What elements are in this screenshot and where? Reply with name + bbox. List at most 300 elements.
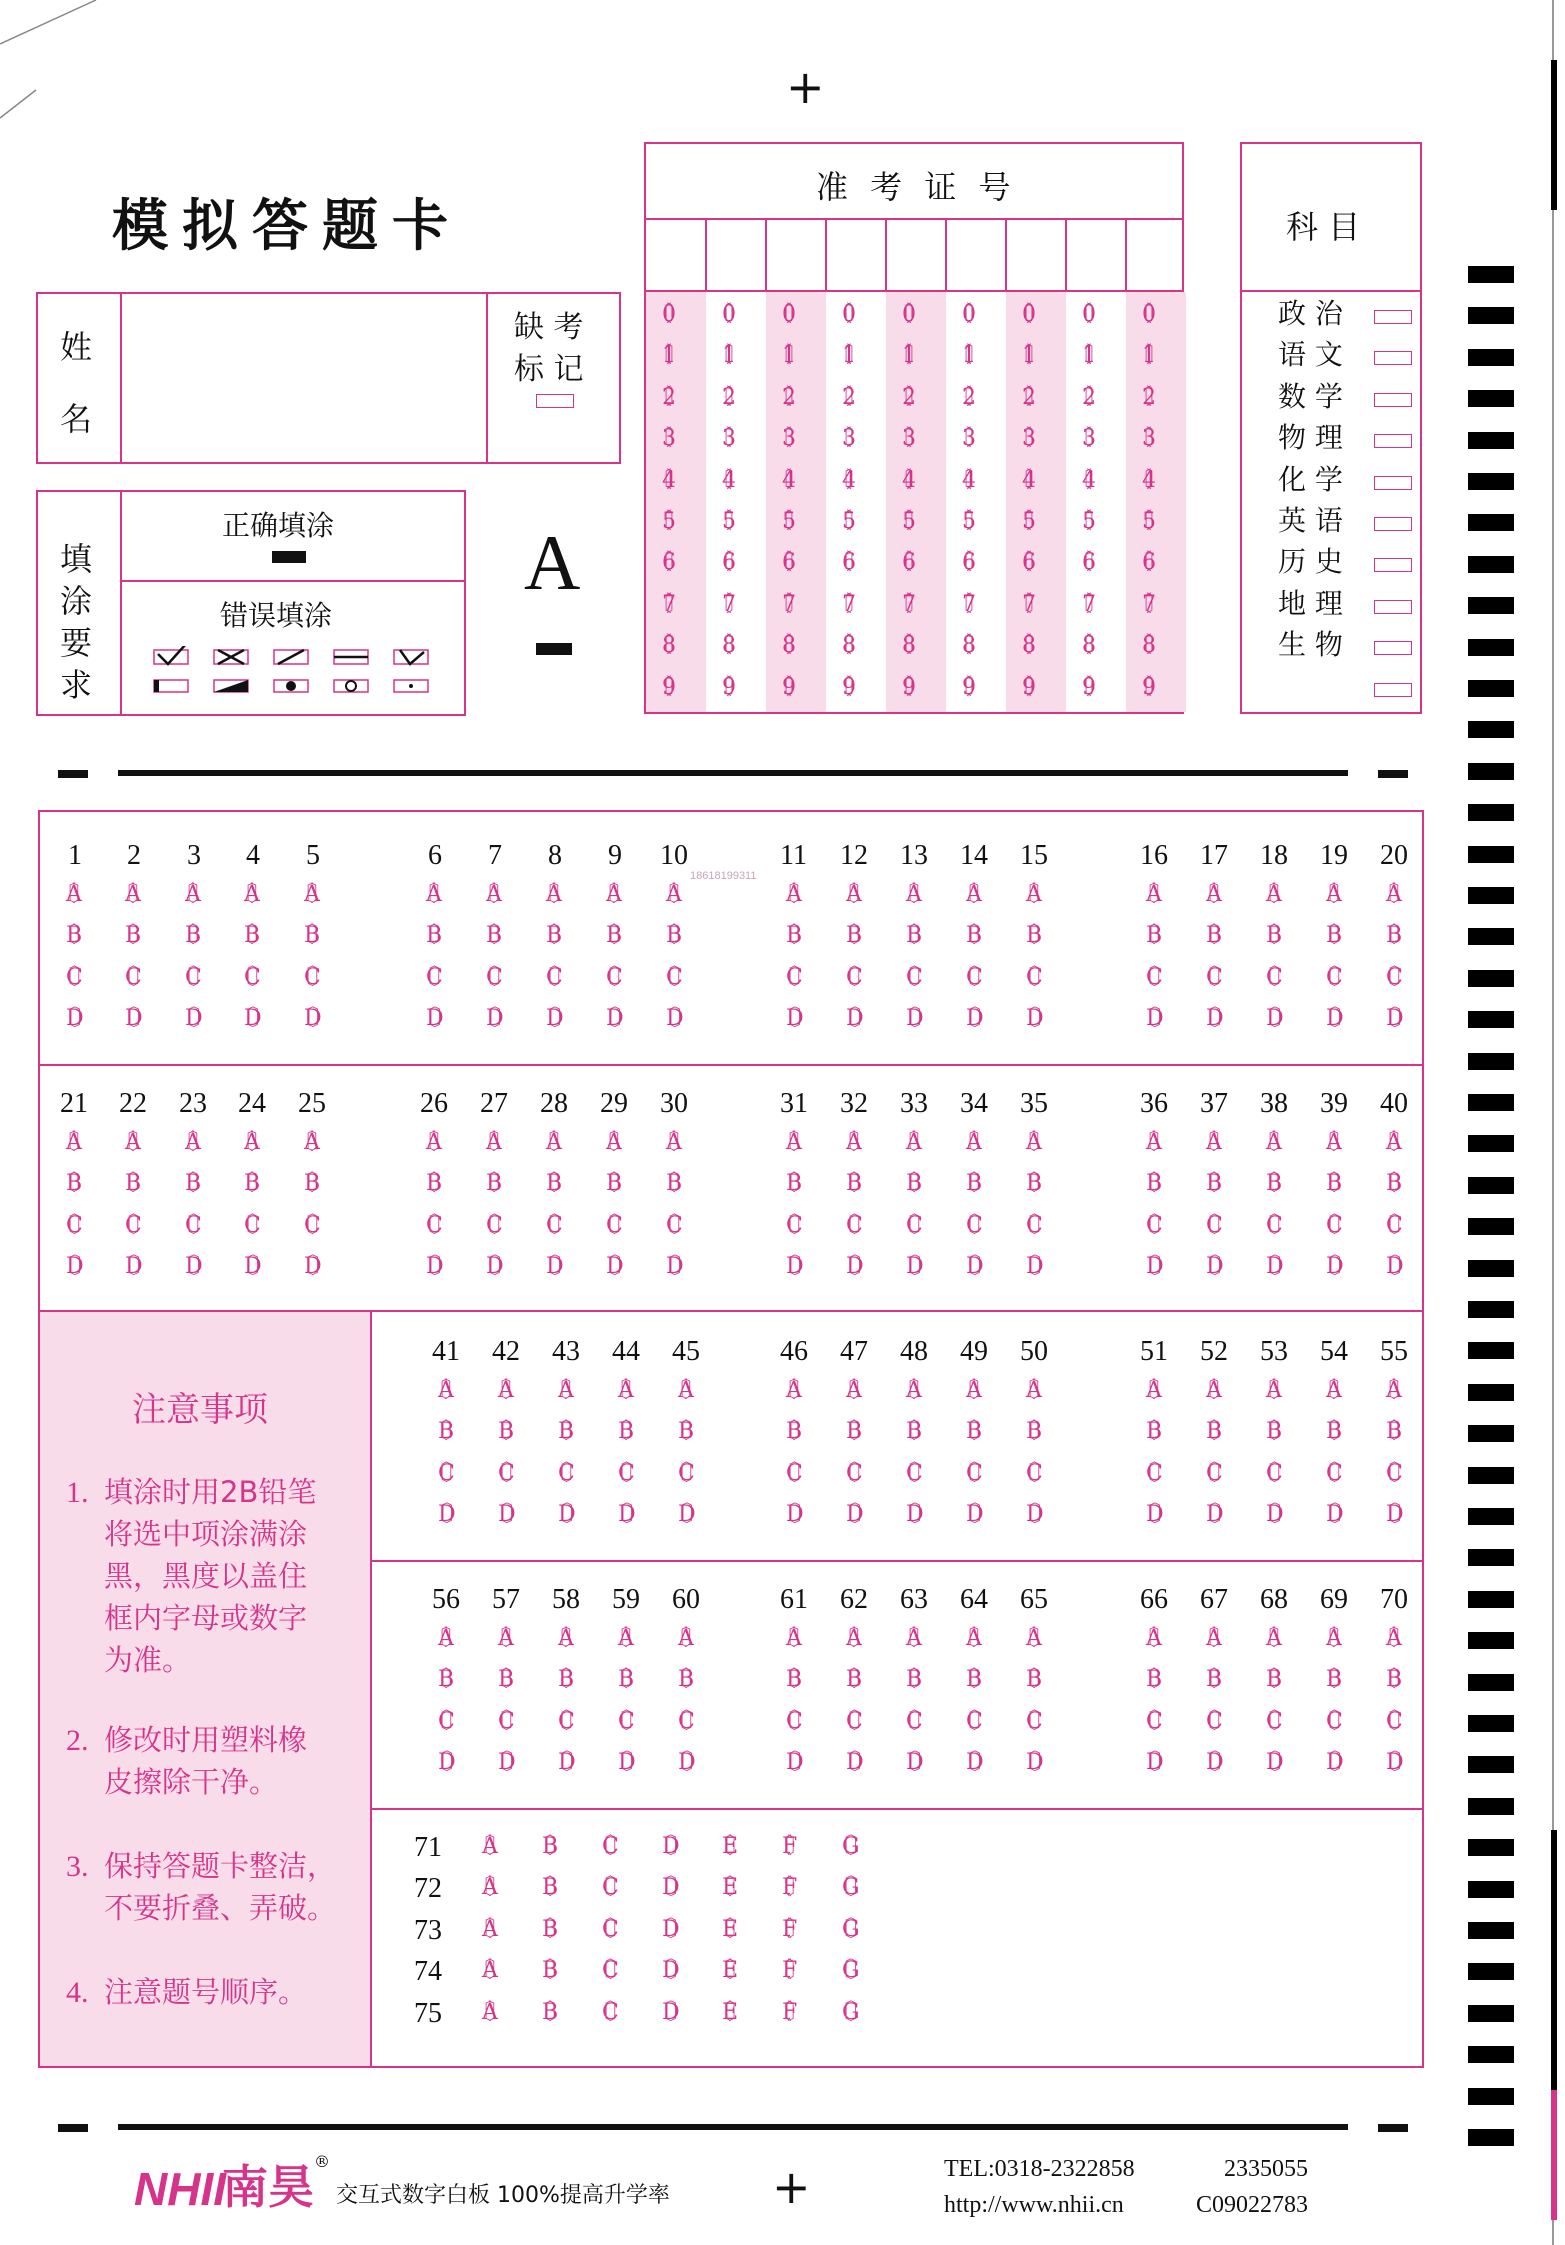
answer-bubble[interactable]: 〔 C 〕 xyxy=(894,1463,935,1485)
answer-bubble[interactable]: 〔 C 〕 xyxy=(774,1463,815,1485)
exam-id-digit-bubble[interactable]: 〔 6 〕 xyxy=(770,552,808,574)
answer-bubble[interactable]: 〔 C 〕 xyxy=(426,1463,467,1485)
answer-bubble[interactable]: 〔 A 〕 xyxy=(546,1628,586,1650)
answer-bubble[interactable]: 〔 B 〕 xyxy=(1314,1421,1354,1443)
answer-bubble[interactable]: 〔 C 〕 xyxy=(1374,1711,1415,1733)
exam-id-digit-bubble[interactable]: 〔 5 〕 xyxy=(890,511,928,533)
answer-bubble[interactable]: 〔 C 〕 xyxy=(1254,1711,1295,1733)
answer-bubble[interactable]: 〔 D 〕 xyxy=(54,1008,96,1030)
answer-bubble[interactable]: 〔 B 〕 xyxy=(292,925,332,947)
answer-bubble[interactable]: 〔 C 〕 xyxy=(834,1215,875,1237)
answer-bubble[interactable]: 〔 B 〕 xyxy=(173,925,213,947)
answer-bubble[interactable]: 〔 B 〕 xyxy=(486,1421,526,1443)
answer-bubble[interactable]: 〔 C 〕 xyxy=(1314,1463,1355,1485)
answer-bubble[interactable]: 〔 B 〕 xyxy=(54,1173,94,1195)
answer-bubble[interactable]: 〔 C 〕 xyxy=(232,967,273,989)
answer-bubble[interactable]: 〔 G 〕 xyxy=(830,2002,872,2024)
answer-bubble[interactable]: 〔 B 〕 xyxy=(654,925,694,947)
answer-bubble[interactable]: 〔 A 〕 xyxy=(594,1132,634,1154)
exam-id-digit-bubble[interactable]: 〔 4 〕 xyxy=(950,470,988,492)
answer-bubble[interactable]: 〔 D 〕 xyxy=(594,1256,636,1278)
answer-bubble[interactable]: 〔 B 〕 xyxy=(954,1669,994,1691)
answer-bubble[interactable]: 〔 A 〕 xyxy=(1014,1628,1054,1650)
exam-id-digit-bubble[interactable]: 〔 1 〕 xyxy=(890,345,928,367)
answer-bubble[interactable]: 〔 D 〕 xyxy=(1254,1008,1296,1030)
answer-bubble[interactable]: 〔 C 〕 xyxy=(594,1215,635,1237)
answer-bubble[interactable]: 〔 A 〕 xyxy=(1134,884,1174,906)
answer-bubble[interactable]: 〔 B 〕 xyxy=(486,1669,526,1691)
answer-bubble[interactable]: 〔 C 〕 xyxy=(1134,1711,1175,1733)
answer-bubble[interactable]: 〔 D 〕 xyxy=(1254,1752,1296,1774)
answer-bubble[interactable]: 〔 B 〕 xyxy=(474,925,514,947)
exam-id-digit-bubble[interactable]: 〔 0 〕 xyxy=(650,304,688,326)
answer-bubble[interactable]: 〔 A 〕 xyxy=(414,884,454,906)
answer-bubble[interactable]: 〔 B 〕 xyxy=(894,925,934,947)
answer-bubble[interactable]: 〔 D 〕 xyxy=(650,1960,692,1982)
answer-bubble[interactable]: 〔 B 〕 xyxy=(954,1421,994,1443)
answer-bubble[interactable]: 〔 A 〕 xyxy=(834,884,874,906)
answer-bubble[interactable]: 〔 E 〕 xyxy=(710,1836,750,1858)
answer-bubble[interactable]: 〔 C 〕 xyxy=(1014,1463,1055,1485)
answer-bubble[interactable]: 〔 D 〕 xyxy=(173,1008,215,1030)
exam-id-digit-bubble[interactable]: 〔 5 〕 xyxy=(950,511,988,533)
answer-bubble[interactable]: 〔 B 〕 xyxy=(113,1173,153,1195)
answer-bubble[interactable]: 〔 C 〕 xyxy=(113,967,154,989)
exam-id-digit-bubble[interactable]: 〔 1 〕 xyxy=(830,345,868,367)
exam-id-digit-bubble[interactable]: 〔 0 〕 xyxy=(950,304,988,326)
answer-bubble[interactable]: 〔 A 〕 xyxy=(232,1132,272,1154)
answer-bubble[interactable]: 〔 A 〕 xyxy=(486,1380,526,1402)
exam-id-digit-bubble[interactable]: 〔 3 〕 xyxy=(1070,428,1108,450)
answer-bubble[interactable]: 〔 A 〕 xyxy=(834,1132,874,1154)
subject-bubble[interactable] xyxy=(1374,476,1412,490)
exam-id-digit-bubble[interactable]: 〔 6 〕 xyxy=(650,552,688,574)
exam-id-digit-bubble[interactable]: 〔 4 〕 xyxy=(1010,470,1048,492)
exam-id-digit-bubble[interactable]: 〔 3 〕 xyxy=(890,428,928,450)
answer-bubble[interactable]: 〔 D 〕 xyxy=(232,1008,274,1030)
exam-id-digit-bubble[interactable]: 〔 0 〕 xyxy=(1070,304,1108,326)
answer-bubble[interactable]: 〔 B 〕 xyxy=(1194,925,1234,947)
answer-bubble[interactable]: 〔 D 〕 xyxy=(834,1256,876,1278)
exam-id-digit-bubble[interactable]: 〔 8 〕 xyxy=(1010,635,1048,657)
exam-id-digit-bubble[interactable]: 〔 7 〕 xyxy=(1010,594,1048,616)
answer-bubble[interactable]: 〔 C 〕 xyxy=(1014,1711,1055,1733)
answer-bubble[interactable]: 〔 D 〕 xyxy=(1374,1008,1416,1030)
answer-bubble[interactable]: 〔 A 〕 xyxy=(54,1132,94,1154)
answer-bubble[interactable]: 〔 C 〕 xyxy=(1374,967,1415,989)
answer-bubble[interactable]: 〔 D 〕 xyxy=(894,1504,936,1526)
answer-bubble[interactable]: 〔 D 〕 xyxy=(1314,1752,1356,1774)
answer-bubble[interactable]: 〔 B 〕 xyxy=(594,1173,634,1195)
exam-id-digit-bubble[interactable]: 〔 2 〕 xyxy=(710,387,748,409)
answer-bubble[interactable]: 〔 D 〕 xyxy=(1314,1008,1356,1030)
exam-id-digit-bubble[interactable]: 〔 7 〕 xyxy=(770,594,808,616)
answer-bubble[interactable]: 〔 C 〕 xyxy=(590,2002,631,2024)
answer-bubble[interactable]: 〔 B 〕 xyxy=(1014,1669,1054,1691)
exam-id-digit-bubble[interactable]: 〔 0 〕 xyxy=(1130,304,1168,326)
exam-id-digit-bubble[interactable]: 〔 9 〕 xyxy=(950,677,988,699)
answer-bubble[interactable]: 〔 B 〕 xyxy=(606,1421,646,1443)
answer-bubble[interactable]: 〔 A 〕 xyxy=(426,1380,466,1402)
answer-bubble[interactable]: 〔 C 〕 xyxy=(594,967,635,989)
answer-bubble[interactable]: 〔 A 〕 xyxy=(1194,1380,1234,1402)
answer-bubble[interactable]: 〔 A 〕 xyxy=(474,884,514,906)
exam-id-write-cell[interactable] xyxy=(768,222,824,286)
answer-bubble[interactable]: 〔 A 〕 xyxy=(606,1628,646,1650)
exam-id-digit-bubble[interactable]: 〔 7 〕 xyxy=(830,594,868,616)
answer-bubble[interactable]: 〔 C 〕 xyxy=(666,1711,707,1733)
answer-bubble[interactable]: 〔 A 〕 xyxy=(1134,1380,1174,1402)
answer-bubble[interactable]: 〔 A 〕 xyxy=(113,1132,153,1154)
answer-bubble[interactable]: 〔 D 〕 xyxy=(654,1256,696,1278)
answer-bubble[interactable]: 〔 D 〕 xyxy=(292,1008,334,1030)
answer-bubble[interactable]: 〔 A 〕 xyxy=(1314,884,1354,906)
answer-bubble[interactable]: 〔 B 〕 xyxy=(1254,1173,1294,1195)
exam-id-digit-bubble[interactable]: 〔 6 〕 xyxy=(950,552,988,574)
answer-bubble[interactable]: 〔 D 〕 xyxy=(1014,1008,1056,1030)
answer-bubble[interactable]: 〔 A 〕 xyxy=(894,1628,934,1650)
answer-bubble[interactable]: 〔 B 〕 xyxy=(894,1669,934,1691)
answer-bubble[interactable]: 〔 A 〕 xyxy=(54,884,94,906)
exam-id-digit-bubble[interactable]: 〔 1 〕 xyxy=(650,345,688,367)
answer-bubble[interactable]: 〔 A 〕 xyxy=(1254,1132,1294,1154)
answer-bubble[interactable]: 〔 A 〕 xyxy=(232,884,272,906)
exam-id-write-cell[interactable] xyxy=(1008,222,1064,286)
answer-bubble[interactable]: 〔 C 〕 xyxy=(414,967,455,989)
answer-bubble[interactable]: 〔 C 〕 xyxy=(1134,1463,1175,1485)
answer-bubble[interactable]: 〔 D 〕 xyxy=(650,1836,692,1858)
answer-bubble[interactable]: 〔 C 〕 xyxy=(894,1711,935,1733)
answer-bubble[interactable]: 〔 A 〕 xyxy=(534,884,574,906)
exam-id-digit-bubble[interactable]: 〔 9 〕 xyxy=(770,677,808,699)
exam-id-digit-bubble[interactable]: 〔 3 〕 xyxy=(950,428,988,450)
answer-bubble[interactable]: 〔 A 〕 xyxy=(292,1132,332,1154)
exam-id-digit-bubble[interactable]: 〔 9 〕 xyxy=(890,677,928,699)
subject-bubble[interactable] xyxy=(1374,310,1412,324)
answer-bubble[interactable]: 〔 A 〕 xyxy=(954,884,994,906)
answer-bubble[interactable]: 〔 A 〕 xyxy=(470,2002,510,2024)
exam-id-digit-bubble[interactable]: 〔 2 〕 xyxy=(1010,387,1048,409)
answer-bubble[interactable]: 〔 C 〕 xyxy=(1254,1215,1295,1237)
answer-bubble[interactable]: 〔 B 〕 xyxy=(232,925,272,947)
answer-bubble[interactable]: 〔 A 〕 xyxy=(606,1380,646,1402)
answer-bubble[interactable]: 〔 B 〕 xyxy=(894,1421,934,1443)
answer-bubble[interactable]: 〔 A 〕 xyxy=(1374,1628,1414,1650)
exam-id-digit-bubble[interactable]: 〔 8 〕 xyxy=(830,635,868,657)
exam-id-digit-bubble[interactable]: 〔 9 〕 xyxy=(1130,677,1168,699)
exam-id-digit-bubble[interactable]: 〔 5 〕 xyxy=(830,511,868,533)
exam-id-digit-bubble[interactable]: 〔 8 〕 xyxy=(1130,635,1168,657)
answer-bubble[interactable]: 〔 A 〕 xyxy=(534,1132,574,1154)
exam-id-digit-bubble[interactable]: 〔 3 〕 xyxy=(1130,428,1168,450)
answer-bubble[interactable]: 〔 B 〕 xyxy=(954,925,994,947)
answer-bubble[interactable]: 〔 C 〕 xyxy=(954,967,995,989)
answer-bubble[interactable]: 〔 C 〕 xyxy=(232,1215,273,1237)
answer-bubble[interactable]: 〔 B 〕 xyxy=(173,1173,213,1195)
answer-bubble[interactable]: 〔 D 〕 xyxy=(774,1504,816,1526)
answer-bubble[interactable]: 〔 B 〕 xyxy=(1314,925,1354,947)
exam-id-digit-bubble[interactable]: 〔 0 〕 xyxy=(830,304,868,326)
answer-bubble[interactable]: 〔 D 〕 xyxy=(954,1008,996,1030)
answer-bubble[interactable]: 〔 D 〕 xyxy=(650,1877,692,1899)
answer-bubble[interactable]: 〔 B 〕 xyxy=(54,925,94,947)
answer-bubble[interactable]: 〔 D 〕 xyxy=(426,1504,468,1526)
exam-id-digit-bubble[interactable]: 〔 4 〕 xyxy=(830,470,868,492)
answer-bubble[interactable]: 〔 C 〕 xyxy=(894,967,935,989)
answer-bubble[interactable]: 〔 B 〕 xyxy=(1134,1421,1174,1443)
exam-id-digit-bubble[interactable]: 〔 2 〕 xyxy=(650,387,688,409)
answer-bubble[interactable]: 〔 D 〕 xyxy=(1194,1256,1236,1278)
subject-bubble[interactable] xyxy=(1374,517,1412,531)
answer-bubble[interactable]: 〔 D 〕 xyxy=(594,1008,636,1030)
answer-bubble[interactable]: 〔 C 〕 xyxy=(414,1215,455,1237)
answer-bubble[interactable]: 〔 A 〕 xyxy=(774,1132,814,1154)
subject-bubble[interactable] xyxy=(1374,641,1412,655)
answer-bubble[interactable]: 〔 C 〕 xyxy=(426,1711,467,1733)
answer-bubble[interactable]: 〔 A 〕 xyxy=(954,1132,994,1154)
answer-bubble[interactable]: 〔 A 〕 xyxy=(414,1132,454,1154)
exam-id-digit-bubble[interactable]: 〔 9 〕 xyxy=(830,677,868,699)
answer-bubble[interactable]: 〔 B 〕 xyxy=(666,1421,706,1443)
answer-bubble[interactable]: 〔 B 〕 xyxy=(232,1173,272,1195)
answer-bubble[interactable]: 〔 D 〕 xyxy=(1374,1504,1416,1526)
answer-bubble[interactable]: 〔 F 〕 xyxy=(770,1877,809,1899)
answer-bubble[interactable]: 〔 F 〕 xyxy=(770,1919,809,1941)
answer-bubble[interactable]: 〔 C 〕 xyxy=(474,1215,515,1237)
exam-id-digit-bubble[interactable]: 〔 6 〕 xyxy=(1070,552,1108,574)
answer-bubble[interactable]: 〔 C 〕 xyxy=(1374,1215,1415,1237)
answer-bubble[interactable]: 〔 A 〕 xyxy=(1014,884,1054,906)
answer-bubble[interactable]: 〔 B 〕 xyxy=(1374,925,1414,947)
exam-id-digit-bubble[interactable]: 〔 7 〕 xyxy=(710,594,748,616)
exam-id-digit-bubble[interactable]: 〔 1 〕 xyxy=(710,345,748,367)
exam-id-digit-bubble[interactable]: 〔 8 〕 xyxy=(710,635,748,657)
answer-bubble[interactable]: 〔 B 〕 xyxy=(414,1173,454,1195)
exam-id-digit-bubble[interactable]: 〔 1 〕 xyxy=(950,345,988,367)
exam-id-digit-bubble[interactable]: 〔 7 〕 xyxy=(1070,594,1108,616)
exam-id-write-cell[interactable] xyxy=(948,222,1004,286)
answer-bubble[interactable]: 〔 C 〕 xyxy=(774,967,815,989)
answer-bubble[interactable]: 〔 D 〕 xyxy=(546,1752,588,1774)
answer-bubble[interactable]: 〔 B 〕 xyxy=(774,925,814,947)
subject-bubble[interactable] xyxy=(1374,434,1412,448)
answer-bubble[interactable]: 〔 D 〕 xyxy=(774,1256,816,1278)
answer-bubble[interactable]: 〔 B 〕 xyxy=(1014,1173,1054,1195)
exam-id-digit-bubble[interactable]: 〔 0 〕 xyxy=(770,304,808,326)
answer-bubble[interactable]: 〔 C 〕 xyxy=(486,1711,527,1733)
answer-bubble[interactable]: 〔 E 〕 xyxy=(710,1877,750,1899)
answer-bubble[interactable]: 〔 D 〕 xyxy=(1134,1256,1176,1278)
answer-bubble[interactable]: 〔 A 〕 xyxy=(834,1628,874,1650)
answer-bubble[interactable]: 〔 C 〕 xyxy=(834,967,875,989)
answer-bubble[interactable]: 〔 B 〕 xyxy=(834,1421,874,1443)
answer-bubble[interactable]: 〔 A 〕 xyxy=(470,1919,510,1941)
absent-bubble[interactable] xyxy=(536,394,574,408)
answer-bubble[interactable]: 〔 B 〕 xyxy=(1194,1173,1234,1195)
exam-id-digit-bubble[interactable]: 〔 9 〕 xyxy=(710,677,748,699)
answer-bubble[interactable]: 〔 A 〕 xyxy=(1194,1132,1234,1154)
answer-bubble[interactable]: 〔 A 〕 xyxy=(173,1132,213,1154)
answer-bubble[interactable]: 〔 B 〕 xyxy=(530,1960,570,1982)
answer-bubble[interactable]: 〔 C 〕 xyxy=(654,967,695,989)
answer-bubble[interactable]: 〔 A 〕 xyxy=(470,1960,510,1982)
answer-bubble[interactable]: 〔 A 〕 xyxy=(666,1628,706,1650)
answer-bubble[interactable]: 〔 D 〕 xyxy=(1014,1752,1056,1774)
answer-bubble[interactable]: 〔 B 〕 xyxy=(834,1669,874,1691)
exam-id-digit-bubble[interactable]: 〔 9 〕 xyxy=(650,677,688,699)
answer-bubble[interactable]: 〔 D 〕 xyxy=(666,1752,708,1774)
exam-id-digit-bubble[interactable]: 〔 2 〕 xyxy=(1070,387,1108,409)
answer-bubble[interactable]: 〔 E 〕 xyxy=(710,1960,750,1982)
answer-bubble[interactable]: 〔 B 〕 xyxy=(530,1836,570,1858)
exam-id-digit-bubble[interactable]: 〔 5 〕 xyxy=(770,511,808,533)
answer-bubble[interactable]: 〔 D 〕 xyxy=(486,1752,528,1774)
answer-bubble[interactable]: 〔 C 〕 xyxy=(606,1463,647,1485)
answer-bubble[interactable]: 〔 D 〕 xyxy=(1194,1008,1236,1030)
answer-bubble[interactable]: 〔 A 〕 xyxy=(654,1132,694,1154)
answer-bubble[interactable]: 〔 B 〕 xyxy=(414,925,454,947)
answer-bubble[interactable]: 〔 B 〕 xyxy=(834,1173,874,1195)
answer-bubble[interactable]: 〔 B 〕 xyxy=(1014,1421,1054,1443)
answer-bubble[interactable]: 〔 D 〕 xyxy=(486,1504,528,1526)
answer-bubble[interactable]: 〔 C 〕 xyxy=(173,967,214,989)
answer-bubble[interactable]: 〔 A 〕 xyxy=(173,884,213,906)
exam-id-digit-bubble[interactable]: 〔 7 〕 xyxy=(1130,594,1168,616)
answer-bubble[interactable]: 〔 B 〕 xyxy=(530,1919,570,1941)
answer-bubble[interactable]: 〔 C 〕 xyxy=(292,1215,333,1237)
answer-bubble[interactable]: 〔 C 〕 xyxy=(1254,967,1295,989)
exam-id-digit-bubble[interactable]: 〔 2 〕 xyxy=(770,387,808,409)
exam-id-digit-bubble[interactable]: 〔 2 〕 xyxy=(1130,387,1168,409)
exam-id-digit-bubble[interactable]: 〔 2 〕 xyxy=(950,387,988,409)
answer-bubble[interactable]: 〔 C 〕 xyxy=(1194,967,1235,989)
exam-id-digit-bubble[interactable]: 〔 5 〕 xyxy=(710,511,748,533)
exam-id-digit-bubble[interactable]: 〔 2 〕 xyxy=(830,387,868,409)
answer-bubble[interactable]: 〔 C 〕 xyxy=(774,1711,815,1733)
exam-id-digit-bubble[interactable]: 〔 1 〕 xyxy=(1010,345,1048,367)
answer-bubble[interactable]: 〔 D 〕 xyxy=(1374,1256,1416,1278)
exam-id-digit-bubble[interactable]: 〔 9 〕 xyxy=(1010,677,1048,699)
answer-bubble[interactable]: 〔 B 〕 xyxy=(774,1421,814,1443)
exam-id-digit-bubble[interactable]: 〔 7 〕 xyxy=(890,594,928,616)
answer-bubble[interactable]: 〔 B 〕 xyxy=(666,1669,706,1691)
exam-id-digit-bubble[interactable]: 〔 4 〕 xyxy=(890,470,928,492)
name-write-field[interactable] xyxy=(124,296,482,460)
answer-bubble[interactable]: 〔 C 〕 xyxy=(113,1215,154,1237)
answer-bubble[interactable]: 〔 C 〕 xyxy=(54,1215,95,1237)
answer-bubble[interactable]: 〔 D 〕 xyxy=(546,1504,588,1526)
exam-id-digit-bubble[interactable]: 〔 0 〕 xyxy=(890,304,928,326)
exam-id-digit-bubble[interactable]: 〔 1 〕 xyxy=(770,345,808,367)
answer-bubble[interactable]: 〔 D 〕 xyxy=(774,1752,816,1774)
answer-bubble[interactable]: 〔 D 〕 xyxy=(1254,1504,1296,1526)
answer-bubble[interactable]: 〔 D 〕 xyxy=(474,1008,516,1030)
exam-id-write-cell[interactable] xyxy=(1068,222,1124,286)
answer-bubble[interactable]: 〔 B 〕 xyxy=(594,925,634,947)
answer-bubble[interactable]: 〔 D 〕 xyxy=(606,1504,648,1526)
exam-id-digit-bubble[interactable]: 〔 3 〕 xyxy=(770,428,808,450)
answer-bubble[interactable]: 〔 E 〕 xyxy=(710,2002,750,2024)
answer-bubble[interactable]: 〔 D 〕 xyxy=(1134,1752,1176,1774)
answer-bubble[interactable]: 〔 C 〕 xyxy=(474,967,515,989)
answer-bubble[interactable]: 〔 B 〕 xyxy=(1134,1173,1174,1195)
answer-bubble[interactable]: 〔 A 〕 xyxy=(774,1628,814,1650)
answer-bubble[interactable]: 〔 D 〕 xyxy=(1314,1504,1356,1526)
answer-bubble[interactable]: 〔 A 〕 xyxy=(1014,1132,1054,1154)
exam-id-digit-bubble[interactable]: 〔 7 〕 xyxy=(650,594,688,616)
answer-bubble[interactable]: 〔 D 〕 xyxy=(534,1008,576,1030)
answer-bubble[interactable]: 〔 D 〕 xyxy=(1194,1504,1236,1526)
answer-bubble[interactable]: 〔 D 〕 xyxy=(1134,1008,1176,1030)
exam-id-digit-bubble[interactable]: 〔 0 〕 xyxy=(710,304,748,326)
exam-id-digit-bubble[interactable]: 〔 4 〕 xyxy=(770,470,808,492)
answer-bubble[interactable]: 〔 D 〕 xyxy=(1374,1752,1416,1774)
answer-bubble[interactable]: 〔 C 〕 xyxy=(1194,1463,1235,1485)
subject-bubble[interactable] xyxy=(1374,683,1412,697)
answer-bubble[interactable]: 〔 B 〕 xyxy=(546,1669,586,1691)
answer-bubble[interactable]: 〔 D 〕 xyxy=(1254,1256,1296,1278)
answer-bubble[interactable]: 〔 D 〕 xyxy=(1014,1504,1056,1526)
exam-id-digit-bubble[interactable]: 〔 4 〕 xyxy=(650,470,688,492)
answer-bubble[interactable]: 〔 D 〕 xyxy=(1314,1256,1356,1278)
answer-bubble[interactable]: 〔 D 〕 xyxy=(834,1008,876,1030)
answer-bubble[interactable]: 〔 F 〕 xyxy=(770,1960,809,1982)
exam-id-write-cell[interactable] xyxy=(828,222,884,286)
answer-bubble[interactable]: 〔 A 〕 xyxy=(292,884,332,906)
answer-bubble[interactable]: 〔 B 〕 xyxy=(546,1421,586,1443)
answer-bubble[interactable]: 〔 C 〕 xyxy=(1254,1463,1295,1485)
answer-bubble[interactable]: 〔 A 〕 xyxy=(546,1380,586,1402)
answer-bubble[interactable]: 〔 C 〕 xyxy=(1194,1215,1235,1237)
answer-bubble[interactable]: 〔 A 〕 xyxy=(666,1380,706,1402)
answer-bubble[interactable]: 〔 D 〕 xyxy=(173,1256,215,1278)
answer-bubble[interactable]: 〔 A 〕 xyxy=(894,1132,934,1154)
answer-bubble[interactable]: 〔 B 〕 xyxy=(1374,1421,1414,1443)
answer-bubble[interactable]: 〔 A 〕 xyxy=(1374,884,1414,906)
answer-bubble[interactable]: 〔 C 〕 xyxy=(1014,1215,1055,1237)
answer-bubble[interactable]: 〔 A 〕 xyxy=(954,1628,994,1650)
answer-bubble[interactable]: 〔 B 〕 xyxy=(530,2002,570,2024)
answer-bubble[interactable]: 〔 A 〕 xyxy=(774,884,814,906)
answer-bubble[interactable]: 〔 C 〕 xyxy=(954,1463,995,1485)
exam-id-digit-bubble[interactable]: 〔 8 〕 xyxy=(650,635,688,657)
answer-bubble[interactable]: 〔 C 〕 xyxy=(834,1711,875,1733)
answer-bubble[interactable]: 〔 B 〕 xyxy=(606,1669,646,1691)
answer-bubble[interactable]: 〔 A 〕 xyxy=(1014,1380,1054,1402)
answer-bubble[interactable]: 〔 E 〕 xyxy=(710,1919,750,1941)
answer-bubble[interactable]: 〔 B 〕 xyxy=(1194,1669,1234,1691)
answer-bubble[interactable]: 〔 B 〕 xyxy=(534,925,574,947)
answer-bubble[interactable]: 〔 A 〕 xyxy=(1254,1380,1294,1402)
answer-bubble[interactable]: 〔 C 〕 xyxy=(834,1463,875,1485)
exam-id-digit-bubble[interactable]: 〔 6 〕 xyxy=(710,552,748,574)
exam-id-digit-bubble[interactable]: 〔 6 〕 xyxy=(830,552,868,574)
exam-id-digit-bubble[interactable]: 〔 7 〕 xyxy=(950,594,988,616)
version-bubble[interactable] xyxy=(536,643,572,655)
answer-bubble[interactable]: 〔 D 〕 xyxy=(414,1008,456,1030)
answer-bubble[interactable]: 〔 B 〕 xyxy=(426,1669,466,1691)
answer-bubble[interactable]: 〔 C 〕 xyxy=(954,1711,995,1733)
answer-bubble[interactable]: 〔 A 〕 xyxy=(1314,1628,1354,1650)
answer-bubble[interactable]: 〔 B 〕 xyxy=(292,1173,332,1195)
exam-id-digit-bubble[interactable]: 〔 3 〕 xyxy=(1010,428,1048,450)
answer-bubble[interactable]: 〔 C 〕 xyxy=(606,1711,647,1733)
answer-bubble[interactable]: 〔 D 〕 xyxy=(1014,1256,1056,1278)
answer-bubble[interactable]: 〔 G 〕 xyxy=(830,1919,872,1941)
answer-bubble[interactable]: 〔 D 〕 xyxy=(666,1504,708,1526)
answer-bubble[interactable]: 〔 B 〕 xyxy=(1374,1669,1414,1691)
answer-bubble[interactable]: 〔 B 〕 xyxy=(1134,1669,1174,1691)
